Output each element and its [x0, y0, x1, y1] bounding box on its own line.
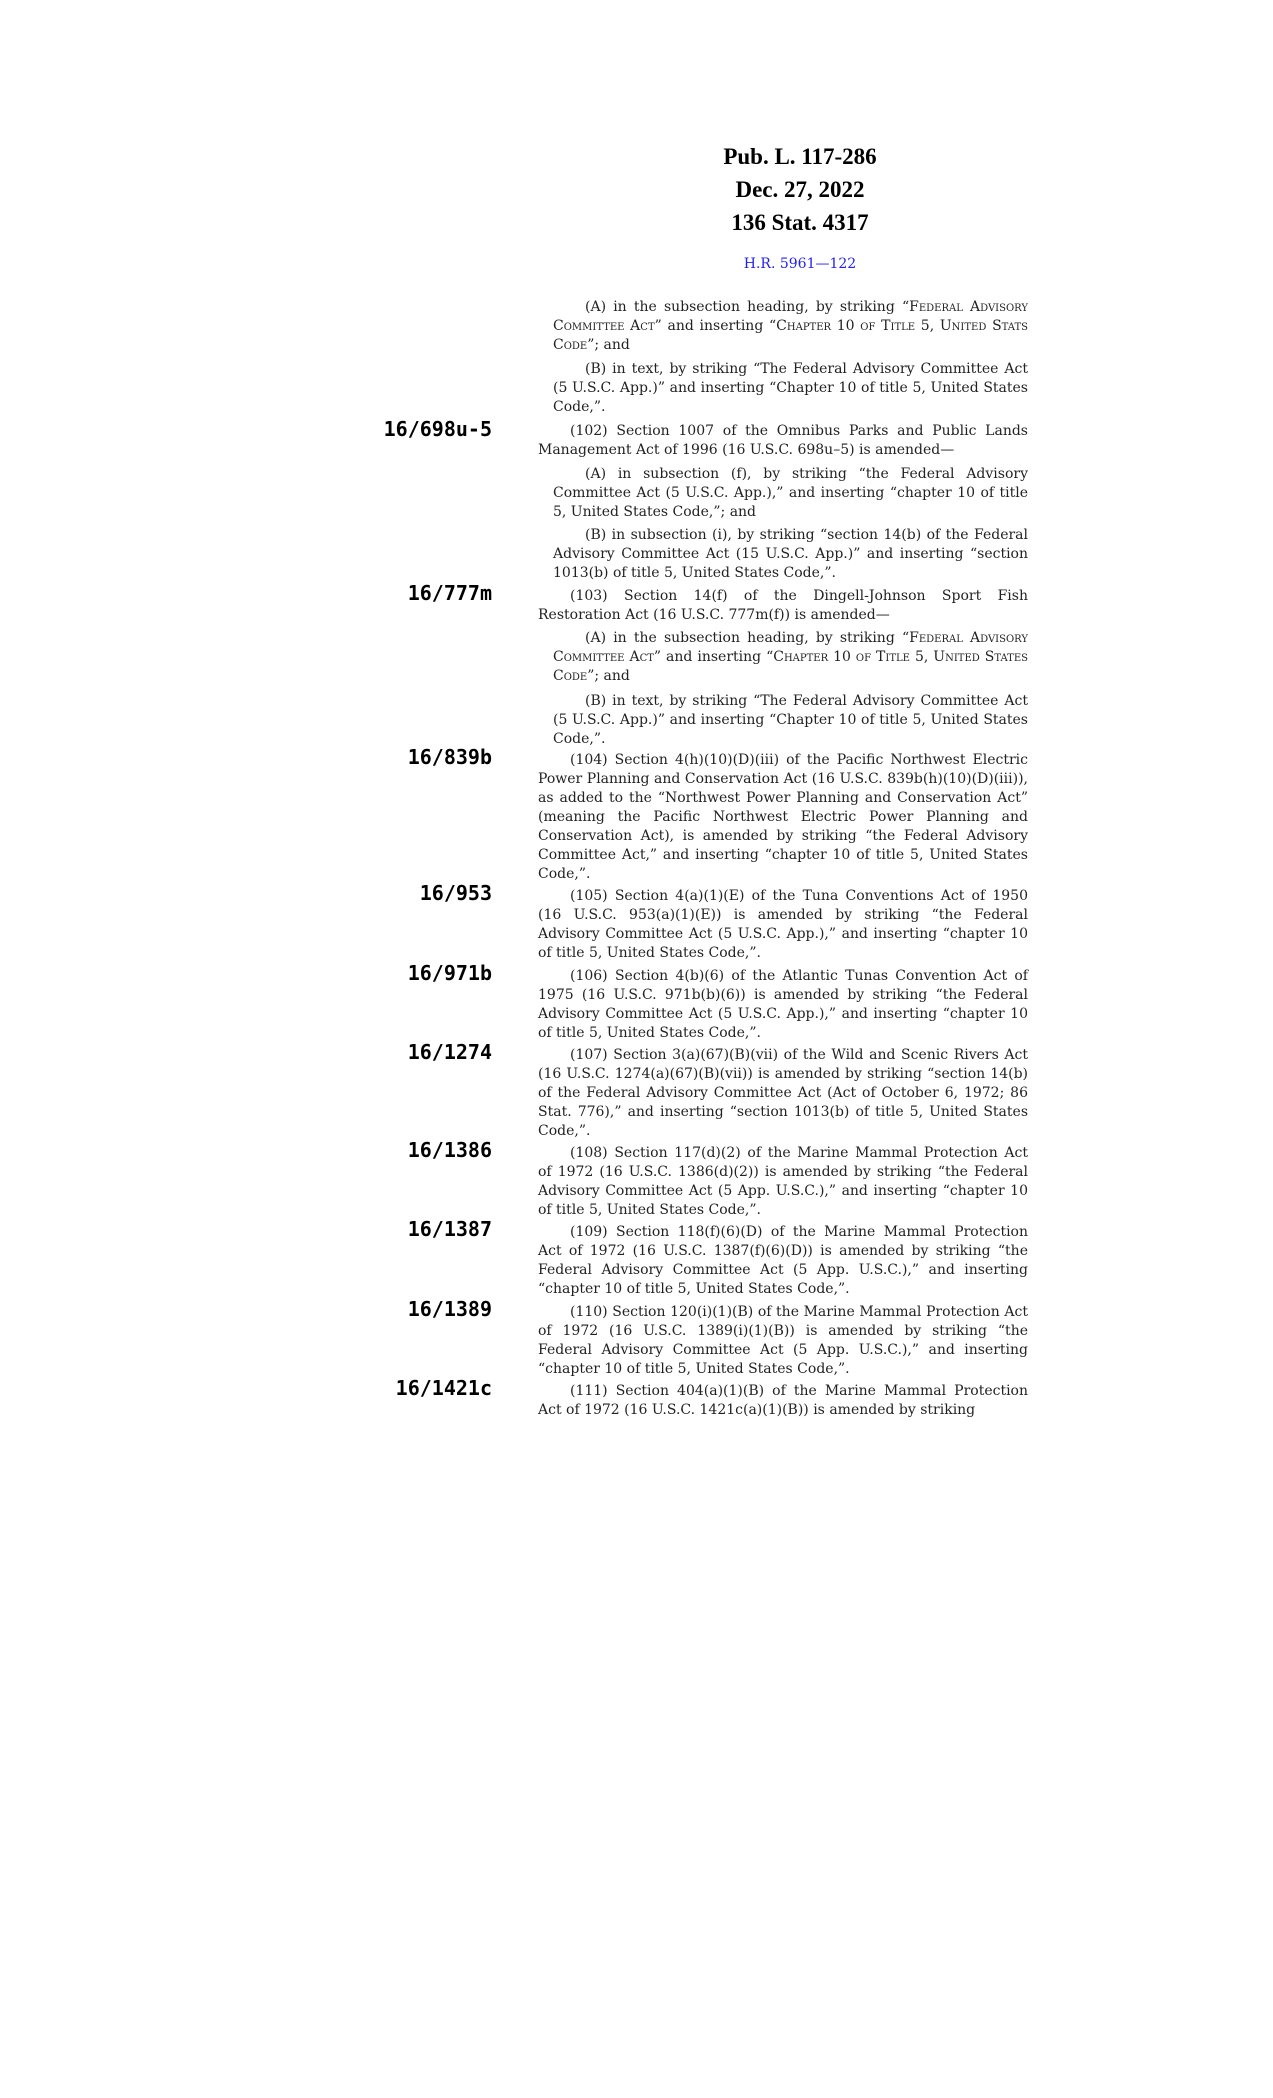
document-header — [700, 140, 900, 239]
margin-citation: 16/839b — [407, 745, 492, 769]
paragraph: (105) Section 4(a)(1)(E) of the Tuna Conventions Act of 1950 (16 U.S.C. 953(a)(1)(E)) is amended by striking “the Federal Advisory Committee Act (5 U.S.C. App.),” and inserting “chapter 10 of title 5, United States Code,”. — [538, 888, 1028, 961]
paragraph: (108) Section 117(d)(2) of the Marine Mammal Protection Act of 1972 (16 U.S.C. 1386(d)(2)) is amended by striking “the Federal Advisory Committee Act (5 App. U.S.C.),” and inserting “chapter 10 of title 5, United States Code,”. — [538, 1145, 1028, 1218]
paragraph: (106) Section 4(b)(6) of the Atlantic Tunas Convention Act of 1975 (16 U.S.C. 971b(b)(6)) is amended by striking “the Federal Advisory Committee Act (5 U.S.C. App.),” and inserting “chapter 10 of title 5, United States Code,”. — [538, 968, 1028, 1041]
subparagraph: (A) in subsection (f), by striking “the Federal Advisory Committee Act (5 U.S.C. App.),” and inserting “chapter 10 of title 5, United States Code,”; and — [553, 466, 1028, 520]
paragraph: (102) Section 1007 of the Omnibus Parks and Public Lands Management Act of 1996 (16 U.S.C. 698u–5) is amended— — [538, 423, 1028, 458]
subparagraph: (A) in the subsection heading, by striking “Federal Advisory Committee Act” and inserting “Chapter 10 of Title 5, United Stats Code”; and — [553, 299, 1028, 353]
public-law-number: Pub. L. 117-286 — [723, 144, 877, 169]
margin-citation: 16/1389 — [407, 1297, 492, 1321]
paragraph: (109) Section 118(f)(6)(D) of the Marine Mammal Protection Act of 1972 (16 U.S.C. 1387(f)(6)(D)) is amended by striking “the Federal Advisory Committee Act (5 App. U.S.C.),” and inserting “chapter 10 of title 5, United States Code,”. — [538, 1224, 1028, 1297]
statute-page: 136 Stat. 4317 — [731, 210, 869, 235]
paragraph: (103) Section 14(f) of the Dingell-Johnson Sport Fish Restoration Act (16 U.S.C. 777m(f)) is amended— — [538, 588, 1028, 623]
subparagraph: (B) in text, by striking “The Federal Advisory Committee Act (5 U.S.C. App.)” and inserting “Chapter 10 of title 5, United States Code,”. — [553, 693, 1028, 747]
margin-citation: 16/1274 — [407, 1040, 492, 1064]
paragraph: (110) Section 120(i)(1)(B) of the Marine Mammal Protection Act of 1972 (16 U.S.C. 1389(i)(1)(B)) is amended by striking “the Federal Advisory Committee Act (5 App. U.S.C.),” and inserting “chapter 10 of title 5, United States Code,”. — [538, 1304, 1028, 1377]
paragraph: (104) Section 4(h)(10)(D)(iii) of the Pacific Northwest Electric Power Planning and Conservation Act (16 U.S.C. 839b(h)(10)(D)(iii)), as added to the “Northwest Power Planning and Conservation Act” (meaning the Pacific Northwest Electric Power Planning and Conservation Act), is amended by striking “the Federal Advisory Committee Act,” and inserting “chapter 10 of title 5, United States Code,”. — [538, 752, 1028, 882]
margin-citation: 16/698u-5 — [383, 417, 492, 441]
paragraph: (111) Section 404(a)(1)(B) of the Marine Mammal Protection Act of 1972 (16 U.S.C. 1421c(a)(1)(B)) is amended by striking — [538, 1383, 1028, 1418]
margin-citation: 16/1386 — [407, 1138, 492, 1162]
subparagraph: (B) in subsection (i), by striking “section 14(b) of the Federal Advisory Committee Act (15 U.S.C. App.)” and inserting “section 1013(b) of title 5, United States Code,”. — [553, 527, 1028, 581]
running-head: H.R. 5961—122 — [743, 256, 857, 272]
margin-citation: 16/971b — [407, 961, 492, 985]
subparagraph: (B) in text, by striking “The Federal Advisory Committee Act (5 U.S.C. App.)” and inserting “Chapter 10 of title 5, United States Code,”. — [553, 361, 1028, 415]
subparagraph: (A) in the subsection heading, by striking “Federal Advisory Committee Act” and inserting “Chapter 10 of Title 5, United States Code”; and — [553, 630, 1028, 684]
margin-citation: 16/1387 — [407, 1217, 492, 1241]
enactment-date: Dec. 27, 2022 — [735, 177, 865, 202]
margin-citation: 16/777m — [407, 581, 492, 605]
paragraph: (107) Section 3(a)(67)(B)(vii) of the Wild and Scenic Rivers Act (16 U.S.C. 1274(a)(67)(B)(vii)) is amended by striking “section 14(b) of the Federal Advisory Committee Act (Act of October 6, 1972; 86 Stat. 776),” and inserting “section 1013(b) of title 5, United States Code,”. — [538, 1047, 1028, 1139]
margin-citation: 16/953 — [419, 881, 492, 905]
margin-citation: 16/1421c — [395, 1376, 492, 1400]
